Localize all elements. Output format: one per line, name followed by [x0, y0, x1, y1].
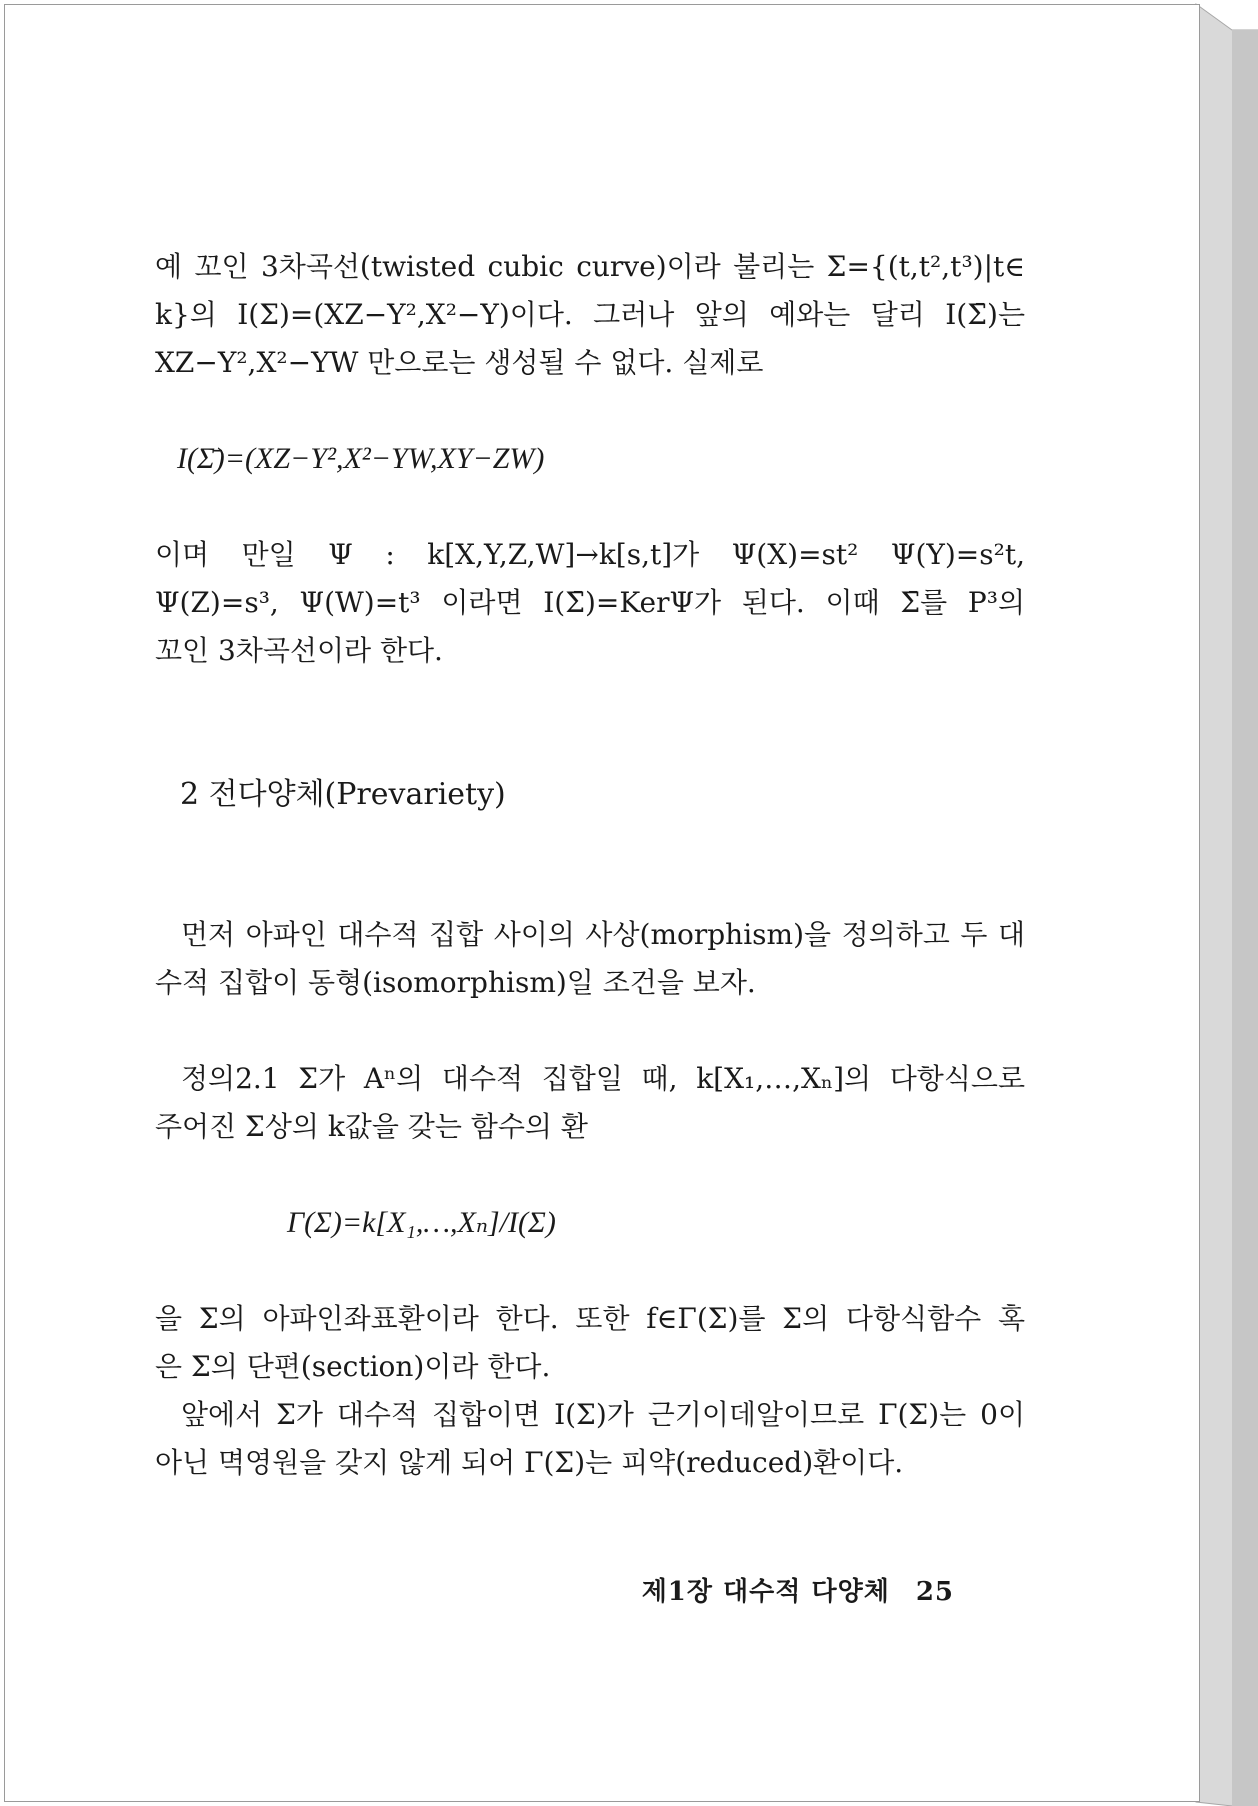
- definition-line-2: 주어진 Σ상의 k값을 갖는 함수의 환: [155, 1110, 588, 1143]
- book-page: [4, 4, 1200, 1802]
- definition-line-1: 정의2.1 Σ가 Aⁿ의 대수적 집합일 때, k[X₁,…,Xₙ]의 다항식으로: [181, 1062, 1025, 1095]
- psi-paragraph: [155, 531, 1025, 675]
- example-line-2: k}의 I(Σ)=(XZ−Y²,X²−Y)이다. 그러나 앞의 예와는 달리 I(Σ̄)는: [155, 298, 1025, 331]
- intro-paragraph: [155, 911, 1025, 1007]
- intro-line-1: 먼저 아파인 대수적 집합 사이의 사상(morphism)을 정의하고 두 대: [181, 918, 1025, 951]
- intro-line-2: 수적 집합이 동형(isomorphism)일 조건을 보자.: [155, 966, 756, 999]
- reduced-ring-paragraph: [155, 1391, 1025, 1487]
- psi-line-3: 꼬인 3차곡선이라 한다.: [155, 634, 443, 667]
- running-footer: [642, 1571, 954, 1608]
- chapter-title: 제1장 대수적 다양체: [641, 1577, 890, 1607]
- reduced-line-1: 앞에서 Σ가 대수적 집합이면 I(Σ)가 근기이데알이므로 Γ(Σ)는 0이: [181, 1398, 1025, 1431]
- section-heading: 2 전다양체(Prevariety): [180, 777, 506, 812]
- reduced-line-2: 아닌 멱영원을 갖지 않게 되어 Γ(Σ)는 피약(reduced)환이다.: [155, 1446, 904, 1479]
- example-line-1: 예 꼬인 3차곡선(twisted cubic curve)이라 불리는 Σ={(t,t²,t³)|t∈: [155, 250, 1025, 283]
- psi-line-2: Ψ(Z)=s³, Ψ(W)=t³ 이라면 I(Σ̄)=KerΨ가 된다. 이때 Σ̄를 P³의: [155, 586, 1025, 619]
- definition-2-1: [155, 1055, 1025, 1151]
- display-equation-1: I(Σ̄)=(XZ−Y²,X²−YW,XY−ZW): [177, 442, 545, 475]
- psi-line-1: 이며 만일 Ψ : k[X,Y,Z,W]→k[s,t]가 Ψ(X)=st² Ψ(Y)=s²t,: [155, 538, 1025, 571]
- display-equation-2: Γ(Σ)=k[X₁,…,Xₙ]/I(Σ): [287, 1206, 556, 1239]
- after-def-line-2: 은 Σ의 단편(section)이라 한다.: [155, 1350, 551, 1383]
- coordinate-ring-paragraph: [155, 1295, 1025, 1391]
- example-paragraph: [155, 243, 1025, 387]
- example-line-3: XZ−Y²,X²−YW 만으로는 생성될 수 없다. 실제로: [155, 346, 764, 379]
- after-def-line-1: 을 Σ의 아파인좌표환이라 한다. 또한 f∈Γ(Σ)를 Σ의 다항식함수 혹: [155, 1302, 1025, 1335]
- page-number: 25: [915, 1577, 954, 1607]
